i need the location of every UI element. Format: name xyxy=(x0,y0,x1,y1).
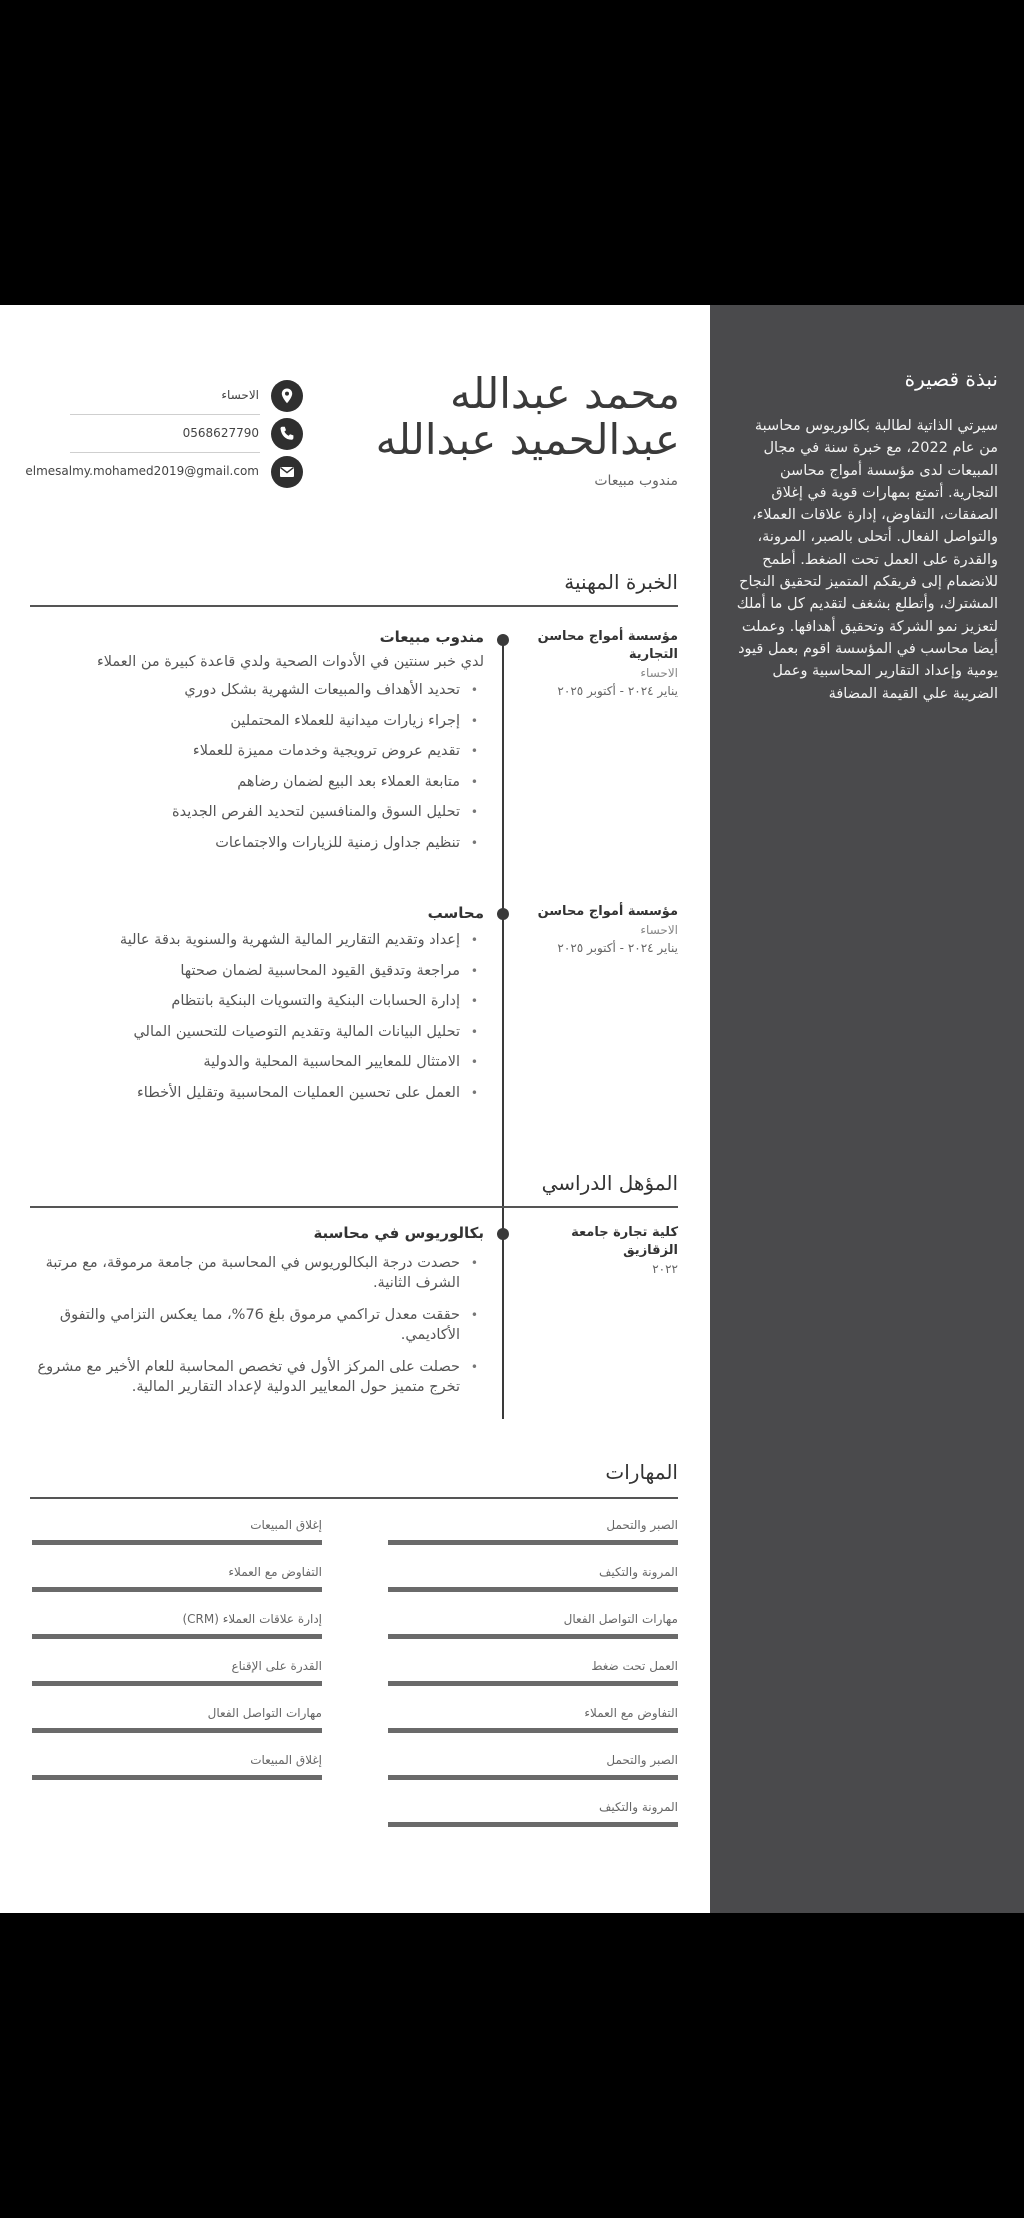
list-item: • العمل على تحسين العمليات المحاسبية وتقليل الأخطاء xyxy=(24,1078,484,1109)
education-heading: المؤهل الدراسي xyxy=(541,1171,678,1195)
skill-item xyxy=(388,1565,678,1595)
experience-timeline-2 xyxy=(502,913,504,1419)
job-2-location: الاحساء xyxy=(640,923,678,937)
name-line-2: عبدالحميد عبدالله xyxy=(375,415,680,464)
name-line-1: محمد عبدالله xyxy=(450,369,680,418)
skill-label: مهارات التواصل الفعال xyxy=(563,1612,678,1626)
skill-item xyxy=(32,1659,322,1689)
contact-phone xyxy=(55,418,305,450)
skill-bar-fill xyxy=(388,1540,678,1545)
summary-text: سيرتي الذاتية لطالبة بكالوريوس محاسبة من عام 2022، مع خبرة سنة في مجال المبيعات لدى مؤسسة أمواج محاسن التجارية. أتمتع بمهارات قوية في إغلاق الصفقات، التفاوض، إدارة علاقات العملاء، والتواصل الفعال. أتحلى بالصبر، المرونة، والقدرة على العمل تحت الضغط. أطمح للانضمام إلى فريقكم المتميز لتحقيق النجاح المشترك، وأتطلع بشغف لتقديم كل ما أملك لتعزيز نمو الشركة وتحقيق أهدافها. وعملت أيضا محاسب في المؤسسة اقوم بعمل قيود يومية وإعداد التقارير المحاسبية وعمل الضريبة علي القيمة المضافة xyxy=(736,418,998,702)
skill-label: المرونة والتكيف xyxy=(598,1565,678,1579)
list-item: • الامتثال للمعايير المحاسبية المحلية والدولية xyxy=(24,1047,484,1078)
skill-bar-fill xyxy=(32,1681,322,1686)
list-item: • مراجعة وتدقيق القيود المحاسبية لضمان صحتها xyxy=(24,956,484,987)
skill-item xyxy=(388,1659,678,1689)
job-2-role: محاسب xyxy=(427,904,484,922)
skill-item xyxy=(388,1518,678,1548)
skill-bar xyxy=(32,1775,322,1780)
education-rule xyxy=(30,1206,678,1208)
phone-icon xyxy=(271,418,303,450)
skill-bar xyxy=(388,1634,678,1639)
job-1-bullets xyxy=(24,675,484,858)
list-item: • متابعة العملاء بعد البيع لضمان رضاهم xyxy=(24,767,484,798)
job-2-details xyxy=(24,901,484,1108)
skill-bar xyxy=(388,1681,678,1686)
skill-bar xyxy=(388,1728,678,1733)
timeline-dot xyxy=(497,1228,509,1240)
skill-bar xyxy=(32,1587,322,1592)
skill-item xyxy=(32,1565,322,1595)
skill-item xyxy=(32,1706,322,1736)
contact-email xyxy=(25,456,305,488)
skill-label: إدارة علاقات العملاء (CRM) xyxy=(182,1612,322,1626)
skill-bar-fill xyxy=(388,1681,678,1686)
job-1-details xyxy=(24,625,484,858)
list-item: • تحديد الأهداف والمبيعات الشهرية بشكل دوري xyxy=(24,675,484,706)
list-item: • إدارة الحسابات البنكية والتسويات البنكية بانتظام xyxy=(24,986,484,1017)
resume-main xyxy=(0,305,710,1913)
job-1-org: مؤسسة أمواج محاسن التجارية xyxy=(537,629,678,662)
list-item: • تحليل السوق والمنافسين لتحديد الفرص الجديدة xyxy=(24,797,484,828)
skill-label: القدرة على الإقناع xyxy=(231,1659,322,1673)
experience-timeline-1 xyxy=(502,639,504,945)
skill-label: مهارات التواصل الفعال xyxy=(207,1706,322,1720)
job-2-date: يناير ٢٠٢٤ - أكتوبر ٢٠٢٥ xyxy=(557,941,678,955)
list-item: • تقديم عروض ترويجية وخدمات مميزة للعملاء xyxy=(24,736,484,767)
skill-bar-fill xyxy=(388,1728,678,1733)
location-text: الاحساء xyxy=(221,388,259,402)
skill-label: التفاوض مع العملاء xyxy=(584,1706,678,1720)
timeline-dot xyxy=(497,908,509,920)
skill-item xyxy=(388,1753,678,1783)
skill-item xyxy=(32,1518,322,1548)
list-item: • تحليل البيانات المالية وتقديم التوصيات للتحسين المالي xyxy=(24,1017,484,1048)
job-1-role: مندوب مبيعات xyxy=(379,628,484,646)
skills-rule xyxy=(30,1497,678,1499)
summary-title: نبذة قصيرة xyxy=(904,367,998,391)
skill-bar xyxy=(388,1587,678,1592)
skill-bar-fill xyxy=(388,1587,678,1592)
skill-item xyxy=(32,1753,322,1783)
location-pin-icon xyxy=(271,380,303,412)
education-degree: بكالوريوس في محاسبة xyxy=(313,1224,484,1242)
education-year: ٢٠٢٢ xyxy=(652,1262,678,1276)
education-timeline xyxy=(502,1233,504,1333)
skill-item xyxy=(388,1612,678,1642)
job-1-location: الاحساء xyxy=(640,666,678,680)
job-2-bullets xyxy=(24,925,484,1108)
summary-sidebar xyxy=(710,305,1024,1913)
job-1-description: لدي خبر سنتين في الأدوات الصحية ولدي قاعدة كبيرة من العملاء xyxy=(96,654,484,670)
job-1-date: يناير ٢٠٢٤ - أكتوبر ٢٠٢٥ xyxy=(557,684,678,698)
timeline-dot xyxy=(497,634,509,646)
resume-page xyxy=(0,305,1024,1913)
skill-bar xyxy=(32,1681,322,1686)
skill-label: العمل تحت ضغط xyxy=(591,1659,678,1673)
skill-bar-fill xyxy=(32,1634,322,1639)
list-item: • حصدت درجة البكالوريوس في المحاسبة من جامعة مرموقة، مع مرتبة الشرف الثانية. xyxy=(24,1253,484,1293)
education-org-block xyxy=(528,1224,678,1278)
email-text[interactable]: elmesalmy.mohamed2019@gmail.com xyxy=(25,464,259,478)
contact-divider xyxy=(70,414,260,415)
skill-bar-fill xyxy=(32,1728,322,1733)
skill-label: إغلاق المبيعات xyxy=(250,1753,322,1767)
skill-label: الصبر والتحمل xyxy=(606,1753,678,1767)
skill-bar xyxy=(388,1822,678,1827)
skill-bar-fill xyxy=(388,1775,678,1780)
education-org: كلية تجارة جامعة الزقازيق xyxy=(571,1225,678,1258)
job-2-org-block xyxy=(528,903,678,957)
skill-bar xyxy=(32,1634,322,1639)
list-item: • حققت معدل تراكمي مرموق بلغ 76%، مما يعكس التزامي والتفوق الأكاديمي. xyxy=(24,1305,484,1345)
experience-heading: الخبرة المهنية xyxy=(564,570,678,594)
list-item: • إجراء زيارات ميدانية للعملاء المحتملين xyxy=(24,706,484,737)
job-2-org: مؤسسة أمواج محاسن xyxy=(537,904,678,919)
education-details xyxy=(24,1221,484,1409)
contact-location xyxy=(55,380,305,412)
education-bullets xyxy=(24,1253,484,1397)
list-item: • حصلت على المركز الأول في تخصص المحاسبة للعام الأخير مع مشروع تخرج متميز حول المعايير الدولية لإعداد التقارير المالية. xyxy=(24,1357,484,1397)
skill-label: إغلاق المبيعات xyxy=(250,1518,322,1532)
skill-item xyxy=(32,1612,322,1642)
envelope-icon xyxy=(271,456,303,488)
skill-label: الصبر والتحمل xyxy=(606,1518,678,1532)
skill-bar xyxy=(388,1540,678,1545)
job-title: مندوب مبيعات xyxy=(594,473,678,489)
skill-item xyxy=(388,1800,678,1830)
skill-bar xyxy=(388,1775,678,1780)
skill-bar-fill xyxy=(32,1775,322,1780)
list-item: • إعداد وتقديم التقارير المالية الشهرية والسنوية بدقة عالية xyxy=(24,925,484,956)
skill-bar-fill xyxy=(388,1634,678,1639)
contact-divider xyxy=(70,452,260,453)
skill-bar-fill xyxy=(32,1540,322,1545)
skill-label: التفاوض مع العملاء xyxy=(228,1565,322,1579)
experience-rule xyxy=(30,605,678,607)
skills-heading: المهارات xyxy=(605,1460,678,1484)
skill-label: المرونة والتكيف xyxy=(598,1800,678,1814)
skill-bar-fill xyxy=(388,1822,678,1827)
list-item: • تنظيم جداول زمنية للزيارات والاجتماعات xyxy=(24,828,484,859)
skill-item xyxy=(388,1706,678,1736)
skill-bar-fill xyxy=(32,1587,322,1592)
skill-bar xyxy=(32,1540,322,1545)
phone-text[interactable]: 0568627790 xyxy=(182,426,259,440)
skill-bar xyxy=(32,1728,322,1733)
job-1-org-block xyxy=(528,628,678,700)
